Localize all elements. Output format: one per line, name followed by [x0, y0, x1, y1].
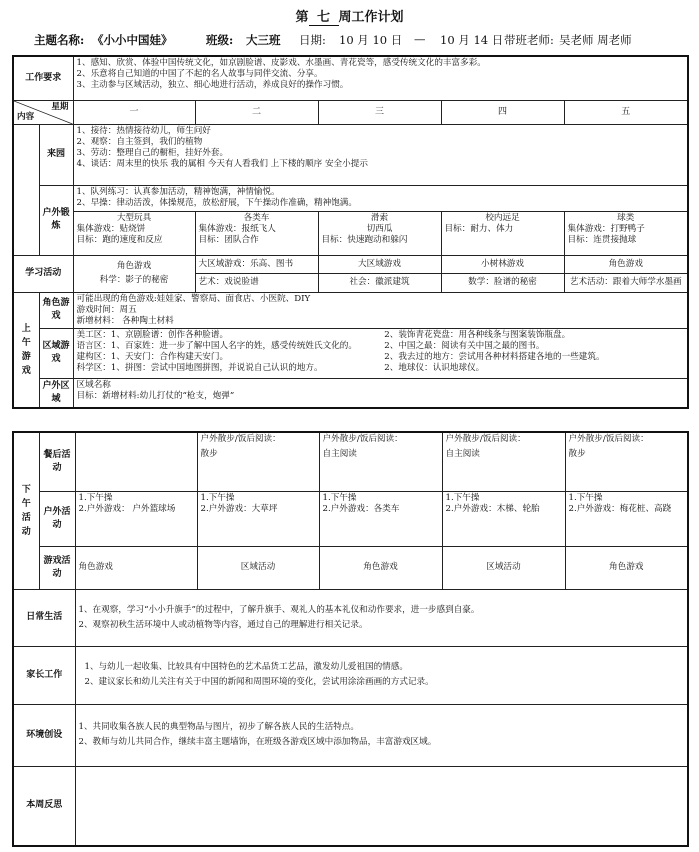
pm-game-day-2: 区域活动 [197, 546, 319, 589]
outdoor-day-5: 球类 集体游戏：打野鸭子 目标：连贯接抛球 [564, 211, 688, 255]
plan-header [14, 32, 685, 48]
pm-outdoor-day-2: 1.下午操 2.户外游戏：大草坪 [197, 491, 319, 546]
week-number: 七 [309, 6, 339, 26]
teacher-label: 带班老师: [504, 33, 554, 47]
theme-label: 主题名称: [34, 33, 85, 47]
outdoor-label: 户外锻炼 [39, 185, 73, 255]
reflection-label: 本周反思 [13, 766, 75, 846]
arrival-label: 来园 [39, 124, 73, 185]
pm-game-day-1: 角色游戏 [75, 546, 197, 589]
afternoon-label: 下午活动 [13, 432, 39, 589]
pm-game-day-3: 角色游戏 [319, 546, 442, 589]
parents-work-content: 1、与幼儿一起收集、比较具有中国特色的艺术品货工艺品，激发幼儿爱祖国的情感。 2、建议家长和幼儿关注有关于中国的新闻和周围环境的变化，尝试用涂涂画画的方式记录。 [75, 646, 688, 704]
study-day-5: 角色游戏 艺术活动：跟着大师学水墨画 [564, 255, 688, 292]
role-game-content: 可能出现的角色游戏:娃娃家、警察局、面食店、小医院、DIY 游戏时间：周五 新增材料： 各种陶土材料 [73, 292, 688, 328]
pm-game-day-4: 区域活动 [442, 546, 565, 589]
day-fri: 五 [564, 100, 688, 124]
day-tue: 二 [195, 100, 318, 124]
pm-game-day-5: 角色游戏 [565, 546, 688, 589]
meal-day-5: 户外散步/饭后阅读： 散步 [565, 432, 688, 491]
area-game-label: 区域游戏 [39, 328, 73, 378]
date-start: 10 月 10 日 [339, 33, 403, 47]
teacher-names: 吴老师 周老师 [559, 33, 632, 47]
study-day-3: 大区域游戏 社会：徽派建筑 [318, 255, 441, 292]
am-game-label: 上午游戏 [13, 292, 39, 408]
daily-life-content: 1、在观察，学习“小小升旗手”的过程中，了解升旗手、观礼人的基本礼仪和动作要求，进一步感到自豪。 2、观察初秋生活环境中人或动植物等内容，通过自己的理解进行相关记录。 [75, 589, 688, 646]
outdoor-day-1: 大型玩具 集体游戏：贴烧饼 目标：跑的速度和反应 [73, 211, 195, 255]
study-label: 学习活动 [13, 255, 73, 292]
day-mon: 一 [73, 100, 195, 124]
goals-content: 1、感知、欣赏、体验中国传统文化，如京剧脸谱、皮影戏、水墨画、青花瓷等，感受传统文化的丰富多彩。 2、乐意将自己知道的中国了不起的名人故事与同伴交流、分享。 3、主动参与区域活动，独立、细心地进行活动，养成良好的操作习惯。 [73, 56, 688, 100]
day-thu: 四 [441, 100, 564, 124]
pm-game-label: 游戏活动 [39, 546, 75, 589]
pm-outdoor-label: 户外活动 [39, 491, 75, 546]
environment-label: 环境创设 [13, 704, 75, 766]
pm-outdoor-day-1: 1.下午操 2.户外游戏： 户外篮球场 [75, 491, 197, 546]
pm-outdoor-day-4: 1.下午操 2.户外游戏：木梯、轮胎 [442, 491, 565, 546]
outdoor-routine: 1、队列练习：认真参加活动，精神饱满，神情愉悦。 2、早操：律动活泼，体操规范，放松舒展，下午操动作准确，精神饱满。 [73, 185, 688, 211]
meal-day-4: 户外散步/饭后阅读： 自主阅读 [442, 432, 565, 491]
morning-plan-table [12, 55, 689, 409]
date-dash: — [414, 32, 426, 46]
date-end: 10 月 14 日 [440, 33, 504, 47]
class-value: 大三班 [246, 33, 281, 47]
theme-value: 《小小中国娃》 [92, 33, 173, 47]
meal-day-3: 户外散步/饭后阅读： 自主阅读 [319, 432, 442, 491]
study-day-4: 小树林游戏 数学：脸谱的秘密 [441, 255, 564, 292]
pm-outdoor-day-3: 1.下午操 2.户外游戏：各类车 [319, 491, 442, 546]
goals-label: 工作要求 [13, 56, 73, 100]
environment-content: 1、共同收集各族人民的典型物品与图片，初步了解各族人民的生活特点。 2、教师与幼儿共同合作，继续丰富主题墙饰，在班级各游戏区域中添加物品，丰富游戏区域。 [75, 704, 688, 766]
meal-day-1 [75, 432, 197, 491]
page-title: 第 七 周工作计划 [0, 6, 699, 26]
class-label: 班级: [206, 33, 234, 47]
parents-work-label: 家长工作 [13, 646, 75, 704]
date-label: 日期: [299, 33, 326, 47]
outdoor-day-2: 各类车 集体游戏：报纸飞人 目标：团队合作 [195, 211, 318, 255]
area-game-content: 美工区：1、京剧脸谱：创作各种脸谱。 语言区：1、百家姓：进一步了解中国人名字的姓，感受传统姓氏文化的。 建构区：1、天安门：合作构建天安门。 科学区：1、拼图：尝试中国地图拼图，并说说自己认识的地方。 2、装饰青花瓷盘：用各种线条与图案装饰瓶盘。 2、中国之最：阅读有关中国之最的图书。 2、我去过的地方：尝试用各种材料搭建各地的一些建筑。 2、地球仪：认识地球仪。 [73, 328, 688, 378]
role-game-label: 角色游戏 [39, 292, 73, 328]
outdoor-day-4: 校内远足 目标：耐力、体力 [441, 211, 564, 255]
day-wed: 三 [318, 100, 441, 124]
pm-outdoor-day-5: 1.下午操 2.户外游戏：梅花桩、高跷 [565, 491, 688, 546]
outdoor-area-content: 区域名称 目标：新增材料:幼儿打仗的“枪支，炮弹” [73, 378, 688, 408]
meal-label: 餐后活动 [39, 432, 75, 491]
meal-day-2: 户外散步/饭后阅读： 散步 [197, 432, 319, 491]
outdoor-area-label: 户外区域 [39, 378, 73, 408]
daily-life-label: 日常生活 [13, 589, 75, 646]
arrival-content: 1、接待：热情接待幼儿，师生问好 2、观察：自主签到，我们的植物 3、劳动：整理自己的橱柜，挂好外套。 4、谈话：周末里的快乐 我的属相 今天有人看我们 上下楼的顺序 安全小提示 [73, 124, 688, 185]
week-content-header: 星期 内容 [13, 100, 73, 124]
study-day-1: 角色游戏 科学：影子的秘密 [73, 255, 195, 292]
outdoor-day-3: 滑索 切西瓜 目标：快速跑动和躲闪 [318, 211, 441, 255]
reflection-content[interactable] [75, 766, 688, 846]
afternoon-plan-table [12, 431, 689, 847]
study-day-2: 大区域游戏：乐高、图书 艺术：戏说脸谱 [195, 255, 318, 292]
